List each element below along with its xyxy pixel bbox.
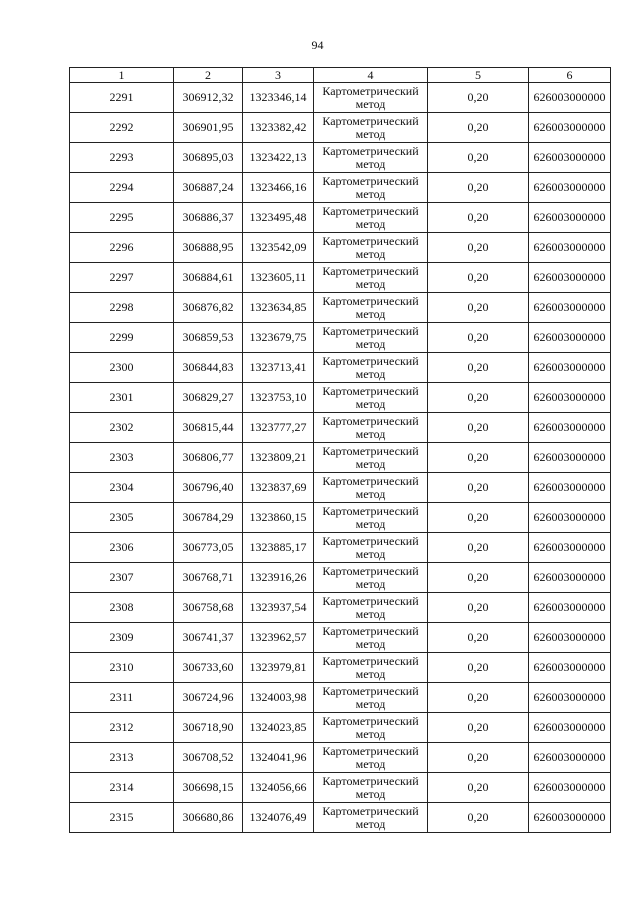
header-cell-6: 6 bbox=[529, 68, 611, 83]
page-number: 94 bbox=[311, 38, 324, 52]
y-coordinate-cell: 1323605,11 bbox=[243, 263, 314, 293]
precision-cell: 0,20 bbox=[428, 83, 529, 113]
method-line-2: метод bbox=[355, 756, 386, 771]
precision-cell: 0,20 bbox=[428, 593, 529, 623]
method-cell bbox=[314, 713, 428, 743]
y-coordinate-cell: 1323542,09 bbox=[243, 233, 314, 263]
point-number-cell: 2297 bbox=[70, 263, 174, 293]
method-line-1: Картометрический bbox=[322, 263, 419, 278]
header-row bbox=[70, 68, 611, 83]
code-cell: 626003000000 bbox=[529, 113, 611, 143]
code-cell: 626003000000 bbox=[529, 593, 611, 623]
precision-cell: 0,20 bbox=[428, 473, 529, 503]
method-line-2: метод bbox=[355, 336, 386, 351]
table-row bbox=[70, 803, 611, 833]
x-coordinate-cell: 306680,86 bbox=[174, 803, 243, 833]
y-coordinate-cell: 1323753,10 bbox=[243, 383, 314, 413]
precision-cell: 0,20 bbox=[428, 803, 529, 833]
x-coordinate-cell: 306796,40 bbox=[174, 473, 243, 503]
point-number-cell: 2292 bbox=[70, 113, 174, 143]
code-cell: 626003000000 bbox=[529, 413, 611, 443]
precision-cell: 0,20 bbox=[428, 503, 529, 533]
method-cell bbox=[314, 623, 428, 653]
x-coordinate-cell: 306733,60 bbox=[174, 653, 243, 683]
point-number-cell: 2312 bbox=[70, 713, 174, 743]
method-line-1: Картометрический bbox=[322, 653, 419, 668]
method-line-2: метод bbox=[355, 786, 386, 801]
precision-cell: 0,20 bbox=[428, 743, 529, 773]
y-coordinate-cell: 1323466,16 bbox=[243, 173, 314, 203]
method-line-2: метод bbox=[355, 576, 386, 591]
code-cell: 626003000000 bbox=[529, 623, 611, 653]
method-cell bbox=[314, 263, 428, 293]
y-coordinate-cell: 1323422,13 bbox=[243, 143, 314, 173]
method-cell bbox=[314, 113, 428, 143]
x-coordinate-cell: 306886,37 bbox=[174, 203, 243, 233]
table-row bbox=[70, 83, 611, 113]
x-coordinate-cell: 306741,37 bbox=[174, 623, 243, 653]
x-coordinate-cell: 306901,95 bbox=[174, 113, 243, 143]
code-cell: 626003000000 bbox=[529, 353, 611, 383]
method-line-1: Картометрический bbox=[322, 383, 419, 398]
method-cell bbox=[314, 743, 428, 773]
x-coordinate-cell: 306895,03 bbox=[174, 143, 243, 173]
method-line-2: метод bbox=[355, 366, 386, 381]
method-line-1: Картометрический bbox=[322, 593, 419, 608]
method-line-1: Картометрический bbox=[322, 503, 419, 518]
code-cell: 626003000000 bbox=[529, 713, 611, 743]
point-number-cell: 2301 bbox=[70, 383, 174, 413]
code-cell: 626003000000 bbox=[529, 653, 611, 683]
method-cell bbox=[314, 353, 428, 383]
method-line-2: метод bbox=[355, 696, 386, 711]
point-number-cell: 2302 bbox=[70, 413, 174, 443]
table-row bbox=[70, 713, 611, 743]
method-line-2: метод bbox=[355, 636, 386, 651]
point-number-cell: 2314 bbox=[70, 773, 174, 803]
x-coordinate-cell: 306815,44 bbox=[174, 413, 243, 443]
x-coordinate-cell: 306884,61 bbox=[174, 263, 243, 293]
method-line-2: метод bbox=[355, 156, 386, 171]
y-coordinate-cell: 1323937,54 bbox=[243, 593, 314, 623]
table-row bbox=[70, 143, 611, 173]
x-coordinate-cell: 306773,05 bbox=[174, 533, 243, 563]
y-coordinate-cell: 1323962,57 bbox=[243, 623, 314, 653]
y-coordinate-cell: 1323777,27 bbox=[243, 413, 314, 443]
header-cell-5: 5 bbox=[428, 68, 529, 83]
precision-cell: 0,20 bbox=[428, 653, 529, 683]
table-row bbox=[70, 443, 611, 473]
header-cell-1: 1 bbox=[70, 68, 174, 83]
table-row bbox=[70, 653, 611, 683]
x-coordinate-cell: 306758,68 bbox=[174, 593, 243, 623]
method-cell bbox=[314, 413, 428, 443]
x-coordinate-cell: 306844,83 bbox=[174, 353, 243, 383]
method-line-1: Картометрический bbox=[322, 113, 419, 128]
code-cell: 626003000000 bbox=[529, 263, 611, 293]
method-line-2: метод bbox=[355, 516, 386, 531]
method-cell bbox=[314, 143, 428, 173]
method-cell bbox=[314, 533, 428, 563]
code-cell: 626003000000 bbox=[529, 323, 611, 353]
code-cell: 626003000000 bbox=[529, 143, 611, 173]
point-number-cell: 2300 bbox=[70, 353, 174, 383]
point-number-cell: 2298 bbox=[70, 293, 174, 323]
method-cell bbox=[314, 803, 428, 833]
precision-cell: 0,20 bbox=[428, 683, 529, 713]
method-cell bbox=[314, 293, 428, 323]
table-row bbox=[70, 113, 611, 143]
point-number-cell: 2293 bbox=[70, 143, 174, 173]
x-coordinate-cell: 306768,71 bbox=[174, 563, 243, 593]
point-number-cell: 2303 bbox=[70, 443, 174, 473]
y-coordinate-cell: 1323382,42 bbox=[243, 113, 314, 143]
header-cell-3: 3 bbox=[243, 68, 314, 83]
table-header bbox=[70, 68, 611, 83]
method-line-2: метод bbox=[355, 96, 386, 111]
method-cell bbox=[314, 503, 428, 533]
code-cell: 626003000000 bbox=[529, 803, 611, 833]
x-coordinate-cell: 306724,96 bbox=[174, 683, 243, 713]
method-cell bbox=[314, 383, 428, 413]
table-row bbox=[70, 623, 611, 653]
code-cell: 626003000000 bbox=[529, 293, 611, 323]
precision-cell: 0,20 bbox=[428, 713, 529, 743]
precision-cell: 0,20 bbox=[428, 533, 529, 563]
x-coordinate-cell: 306708,52 bbox=[174, 743, 243, 773]
method-cell bbox=[314, 233, 428, 263]
point-number-cell: 2315 bbox=[70, 803, 174, 833]
code-cell: 626003000000 bbox=[529, 443, 611, 473]
y-coordinate-cell: 1323713,41 bbox=[243, 353, 314, 383]
precision-cell: 0,20 bbox=[428, 173, 529, 203]
y-coordinate-cell: 1324076,49 bbox=[243, 803, 314, 833]
table-row bbox=[70, 293, 611, 323]
method-line-1: Картометрический bbox=[322, 533, 419, 548]
code-cell: 626003000000 bbox=[529, 683, 611, 713]
method-line-2: метод bbox=[355, 726, 386, 741]
method-line-2: метод bbox=[355, 216, 386, 231]
table-row bbox=[70, 263, 611, 293]
method-line-1: Картометрический bbox=[322, 713, 419, 728]
table-row bbox=[70, 203, 611, 233]
table-row bbox=[70, 473, 611, 503]
point-number-cell: 2294 bbox=[70, 173, 174, 203]
precision-cell: 0,20 bbox=[428, 443, 529, 473]
x-coordinate-cell: 306784,29 bbox=[174, 503, 243, 533]
x-coordinate-cell: 306888,95 bbox=[174, 233, 243, 263]
precision-cell: 0,20 bbox=[428, 113, 529, 143]
method-line-1: Картометрический bbox=[322, 443, 419, 458]
method-line-1: Картометрический bbox=[322, 413, 419, 428]
y-coordinate-cell: 1323979,81 bbox=[243, 653, 314, 683]
method-line-2: метод bbox=[355, 126, 386, 141]
y-coordinate-cell: 1323809,21 bbox=[243, 443, 314, 473]
code-cell: 626003000000 bbox=[529, 773, 611, 803]
table-row bbox=[70, 353, 611, 383]
header-cell-4: 4 bbox=[314, 68, 428, 83]
code-cell: 626003000000 bbox=[529, 533, 611, 563]
method-line-1: Картометрический bbox=[322, 623, 419, 638]
method-cell bbox=[314, 173, 428, 203]
method-line-2: метод bbox=[355, 276, 386, 291]
point-number-cell: 2295 bbox=[70, 203, 174, 233]
x-coordinate-cell: 306859,53 bbox=[174, 323, 243, 353]
code-cell: 626003000000 bbox=[529, 233, 611, 263]
method-line-1: Картометрический bbox=[322, 353, 419, 368]
point-number-cell: 2313 bbox=[70, 743, 174, 773]
method-cell bbox=[314, 323, 428, 353]
y-coordinate-cell: 1324003,98 bbox=[243, 683, 314, 713]
method-line-1: Картометрический bbox=[322, 173, 419, 188]
x-coordinate-cell: 306698,15 bbox=[174, 773, 243, 803]
method-line-2: метод bbox=[355, 186, 386, 201]
method-line-1: Картометрический bbox=[322, 683, 419, 698]
precision-cell: 0,20 bbox=[428, 773, 529, 803]
precision-cell: 0,20 bbox=[428, 563, 529, 593]
code-cell: 626003000000 bbox=[529, 203, 611, 233]
table-row bbox=[70, 503, 611, 533]
method-cell bbox=[314, 653, 428, 683]
method-line-2: метод bbox=[355, 546, 386, 561]
code-cell: 626003000000 bbox=[529, 503, 611, 533]
table-row bbox=[70, 383, 611, 413]
method-line-1: Картометрический bbox=[322, 203, 419, 218]
point-number-cell: 2291 bbox=[70, 83, 174, 113]
x-coordinate-cell: 306912,32 bbox=[174, 83, 243, 113]
y-coordinate-cell: 1323346,14 bbox=[243, 83, 314, 113]
method-line-2: метод bbox=[355, 666, 386, 681]
code-cell: 626003000000 bbox=[529, 743, 611, 773]
point-number-cell: 2296 bbox=[70, 233, 174, 263]
y-coordinate-cell: 1323916,26 bbox=[243, 563, 314, 593]
method-line-1: Картометрический bbox=[322, 83, 419, 98]
x-coordinate-cell: 306806,77 bbox=[174, 443, 243, 473]
y-coordinate-cell: 1324023,85 bbox=[243, 713, 314, 743]
x-coordinate-cell: 306718,90 bbox=[174, 713, 243, 743]
point-number-cell: 2308 bbox=[70, 593, 174, 623]
table-row bbox=[70, 743, 611, 773]
method-cell bbox=[314, 83, 428, 113]
method-line-2: метод bbox=[355, 306, 386, 321]
method-cell bbox=[314, 203, 428, 233]
x-coordinate-cell: 306876,82 bbox=[174, 293, 243, 323]
precision-cell: 0,20 bbox=[428, 413, 529, 443]
precision-cell: 0,20 bbox=[428, 323, 529, 353]
code-cell: 626003000000 bbox=[529, 83, 611, 113]
y-coordinate-cell: 1323837,69 bbox=[243, 473, 314, 503]
point-number-cell: 2304 bbox=[70, 473, 174, 503]
method-line-2: метод bbox=[355, 486, 386, 501]
precision-cell: 0,20 bbox=[428, 143, 529, 173]
method-cell bbox=[314, 473, 428, 503]
precision-cell: 0,20 bbox=[428, 353, 529, 383]
point-number-cell: 2307 bbox=[70, 563, 174, 593]
precision-cell: 0,20 bbox=[428, 623, 529, 653]
x-coordinate-cell: 306887,24 bbox=[174, 173, 243, 203]
table-row bbox=[70, 773, 611, 803]
method-line-2: метод bbox=[355, 426, 386, 441]
table-row bbox=[70, 683, 611, 713]
method-line-1: Картометрический bbox=[322, 803, 419, 818]
point-number-cell: 2309 bbox=[70, 623, 174, 653]
y-coordinate-cell: 1323495,48 bbox=[243, 203, 314, 233]
method-line-1: Картометрический bbox=[322, 233, 419, 248]
method-line-1: Картометрический bbox=[322, 143, 419, 158]
method-line-1: Картометрический bbox=[322, 743, 419, 758]
point-number-cell: 2305 bbox=[70, 503, 174, 533]
code-cell: 626003000000 bbox=[529, 383, 611, 413]
table-body bbox=[70, 83, 611, 833]
method-cell bbox=[314, 683, 428, 713]
y-coordinate-cell: 1324041,96 bbox=[243, 743, 314, 773]
method-cell bbox=[314, 443, 428, 473]
header-cell-2: 2 bbox=[174, 68, 243, 83]
y-coordinate-cell: 1323679,75 bbox=[243, 323, 314, 353]
method-line-2: метод bbox=[355, 456, 386, 471]
method-line-1: Картометрический bbox=[322, 563, 419, 578]
precision-cell: 0,20 bbox=[428, 203, 529, 233]
point-number-cell: 2310 bbox=[70, 653, 174, 683]
table-row bbox=[70, 233, 611, 263]
code-cell: 626003000000 bbox=[529, 473, 611, 503]
method-line-1: Картометрический bbox=[322, 323, 419, 338]
point-number-cell: 2299 bbox=[70, 323, 174, 353]
code-cell: 626003000000 bbox=[529, 173, 611, 203]
method-line-2: метод bbox=[355, 396, 386, 411]
y-coordinate-cell: 1323634,85 bbox=[243, 293, 314, 323]
method-line-1: Картометрический bbox=[322, 473, 419, 488]
coordinates-table bbox=[69, 67, 611, 833]
y-coordinate-cell: 1324056,66 bbox=[243, 773, 314, 803]
table-row bbox=[70, 563, 611, 593]
method-cell bbox=[314, 773, 428, 803]
method-cell bbox=[314, 593, 428, 623]
table-row bbox=[70, 533, 611, 563]
method-cell bbox=[314, 563, 428, 593]
code-cell: 626003000000 bbox=[529, 563, 611, 593]
method-line-1: Картометрический bbox=[322, 293, 419, 308]
method-line-2: метод bbox=[355, 606, 386, 621]
precision-cell: 0,20 bbox=[428, 263, 529, 293]
x-coordinate-cell: 306829,27 bbox=[174, 383, 243, 413]
precision-cell: 0,20 bbox=[428, 383, 529, 413]
method-line-2: метод bbox=[355, 816, 386, 831]
method-line-2: метод bbox=[355, 246, 386, 261]
table-row bbox=[70, 323, 611, 353]
method-line-1: Картометрический bbox=[322, 773, 419, 788]
precision-cell: 0,20 bbox=[428, 293, 529, 323]
precision-cell: 0,20 bbox=[428, 233, 529, 263]
table-row bbox=[70, 593, 611, 623]
y-coordinate-cell: 1323885,17 bbox=[243, 533, 314, 563]
y-coordinate-cell: 1323860,15 bbox=[243, 503, 314, 533]
table-row bbox=[70, 413, 611, 443]
table-row bbox=[70, 173, 611, 203]
point-number-cell: 2311 bbox=[70, 683, 174, 713]
point-number-cell: 2306 bbox=[70, 533, 174, 563]
